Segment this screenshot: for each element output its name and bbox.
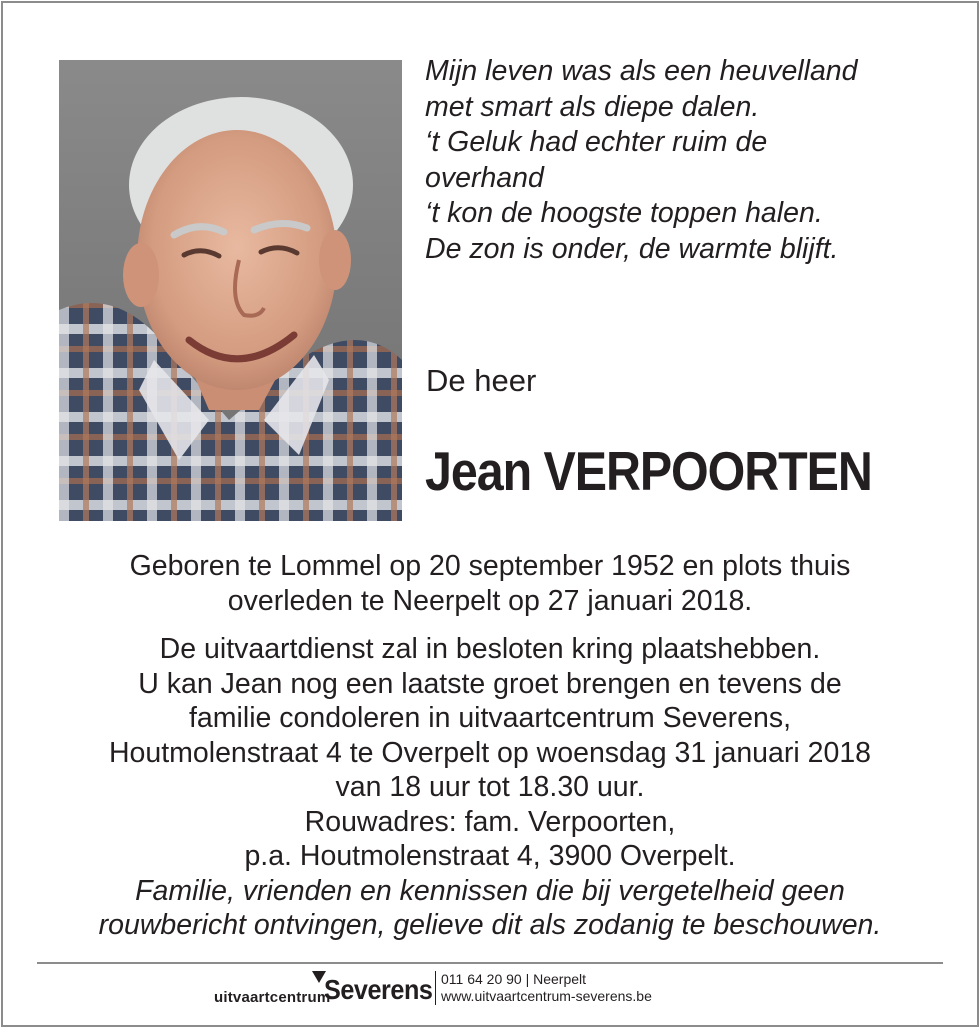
poem-line: ‘t Geluk had echter ruim de	[425, 126, 768, 158]
contact-info	[441, 971, 652, 1005]
funeral-home-footer	[0, 968, 980, 1018]
service-line: familie condoleren in uitvaartcentrum Severens,	[189, 702, 791, 734]
service-line: van 18 uur tot 18.30 uur.	[335, 771, 645, 803]
paragraph-spacer	[0, 618, 980, 632]
notice-body	[0, 549, 980, 943]
service-line: Rouwadres: fam. Verpoorten,	[304, 805, 676, 838]
poem-line: overhand	[425, 161, 544, 194]
service-line: U kan Jean nog een laatste groet brengen en tevens de	[138, 667, 842, 700]
poem-line: met smart als diepe dalen.	[425, 90, 760, 123]
website-link[interactable]: www.uitvaartcentrum-severens.be	[441, 988, 652, 1004]
poem-line: De zon is onder, de warmte blijft.	[425, 232, 839, 265]
deceased-name: Jean VERPOORTEN	[425, 440, 872, 502]
service-line: Houtmolenstraat 4 te Overpelt op woensdag 31 januari 2018	[108, 736, 872, 769]
logo-small-text: uitvaartcentrum	[214, 989, 331, 1006]
phone-line: 011 64 20 90 | Neerpelt	[441, 971, 587, 987]
poem-line: Mijn leven was als een heuvelland	[425, 55, 858, 87]
closing-line: Familie, vrienden en kennissen die bij vergetelheid geen	[135, 874, 845, 907]
service-line: p.a. Houtmolenstraat 4, 3900 Overpelt.	[244, 840, 736, 872]
closing-line: rouwbericht ontvingen, gelieve dit als zodanig te beschouwen.	[98, 909, 882, 941]
memorial-poem	[425, 54, 965, 267]
footer-separator	[435, 971, 436, 1005]
footer-divider	[37, 962, 943, 964]
service-line: De uitvaartdienst zal in besloten kring plaatshebben.	[159, 633, 821, 665]
birth-death-line: Geboren te Lommel op 20 september 1952 en plots thuis	[129, 550, 851, 582]
logo-brand-text: Severens	[324, 974, 433, 1005]
portrait-illustration	[59, 60, 402, 521]
poem-line: ‘t kon de hoogste toppen halen.	[425, 197, 823, 229]
portrait-photo	[59, 60, 402, 521]
salutation: De heer	[426, 363, 537, 398]
birth-death-line: overleden te Neerpelt op 27 januari 2018.	[227, 584, 753, 617]
